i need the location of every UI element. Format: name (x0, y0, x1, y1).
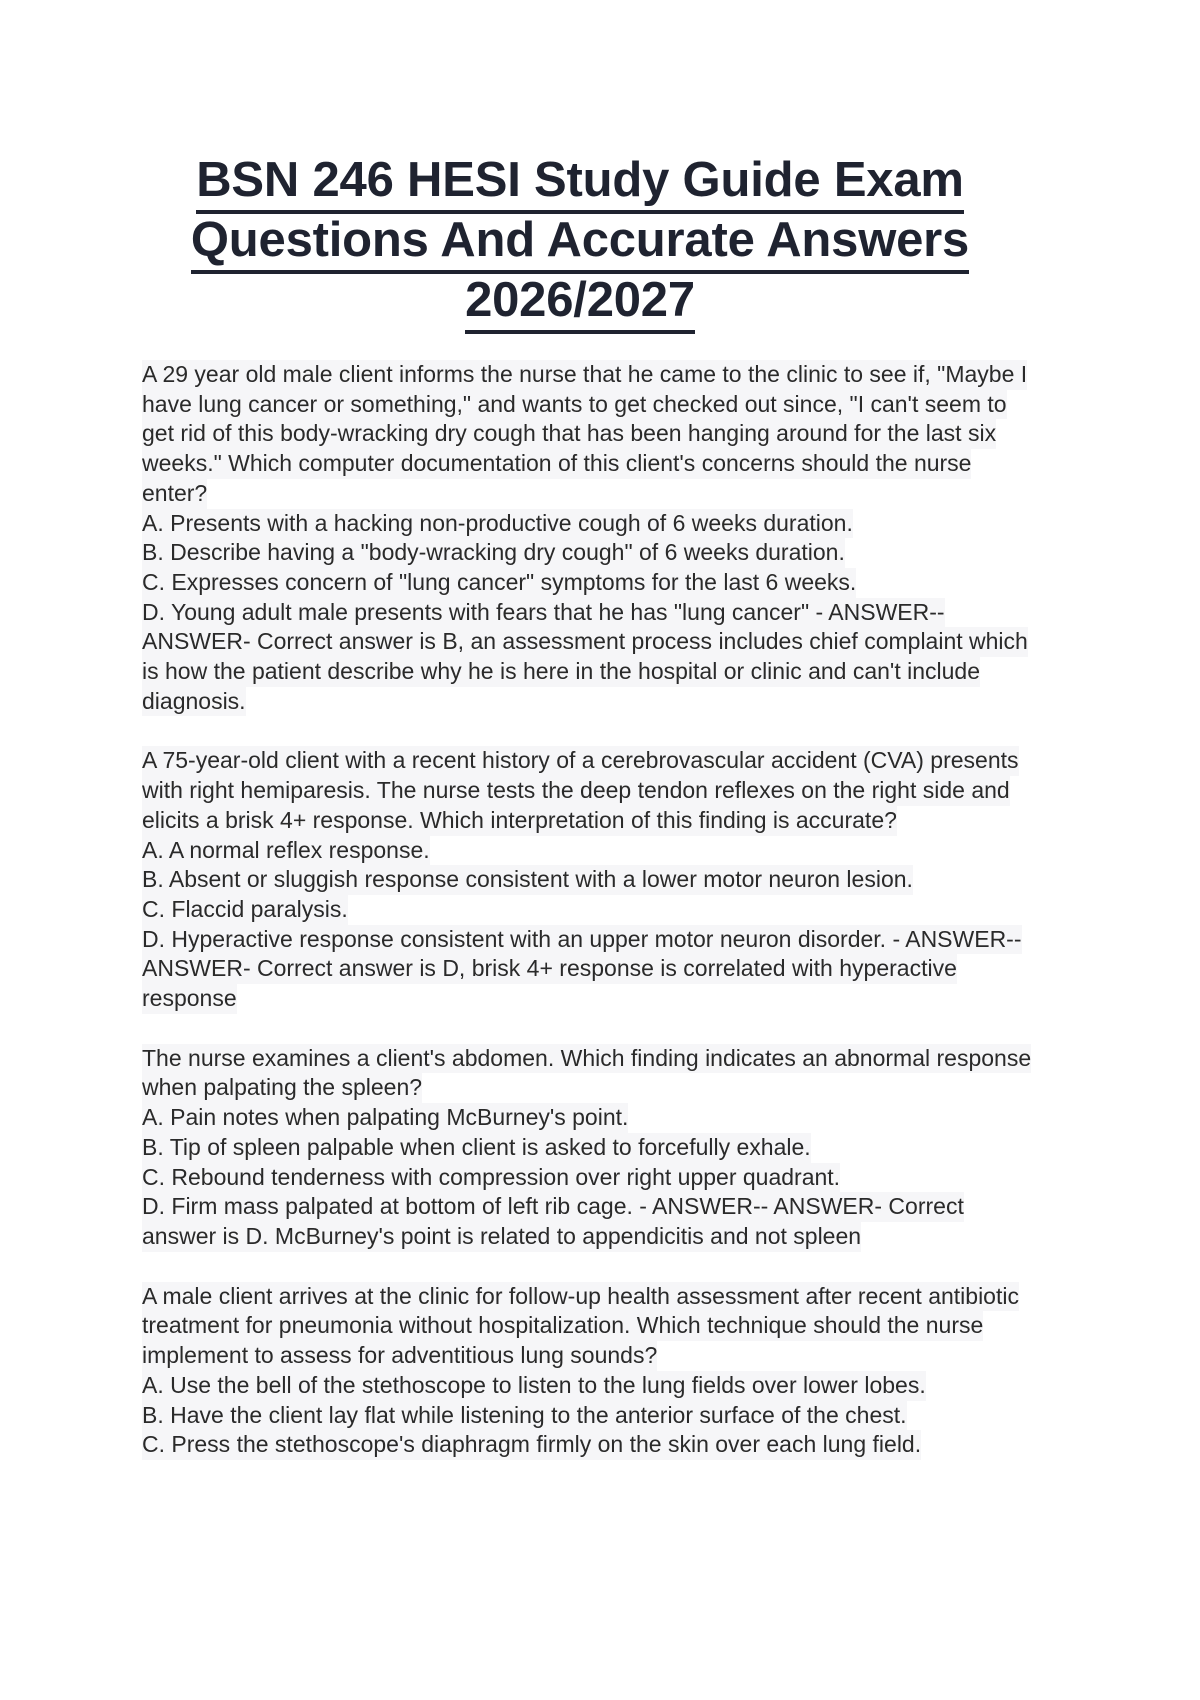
document-title (140, 150, 1020, 330)
option-a: A. Use the bell of the stethoscope to listen to the lung fields over lower lobes. (142, 1371, 926, 1401)
option-c: C. Press the stethoscope's diaphragm firmly on the skin over each lung field. (142, 1430, 921, 1460)
question-line: A male client arrives at the clinic for follow-up health assessment after recent antibiotic (142, 1282, 1019, 1312)
question-line: with right hemiparesis. The nurse tests the deep tendon reflexes on the right side and (142, 776, 1010, 806)
answer-line: is how the patient describe why he is here in the hospital or clinic and can't include (142, 657, 980, 687)
option-d: D. Firm mass palpated at bottom of left rib cage. - ANSWER-- ANSWER- Correct (142, 1192, 964, 1222)
option-c: C. Flaccid paralysis. (142, 895, 348, 925)
question-block-3 (142, 1044, 1062, 1252)
option-b: B. Absent or sluggish response consistent with a lower motor neuron lesion. (142, 865, 913, 895)
question-line: A 75-year-old client with a recent history of a cerebrovascular accident (CVA) presents (142, 746, 1019, 776)
answer-line: ANSWER- Correct answer is D, brisk 4+ response is correlated with hyperactive (142, 954, 957, 984)
question-line: weeks." Which computer documentation of this client's concerns should the nurse (142, 449, 971, 479)
option-b: B. Tip of spleen palpable when client is asked to forcefully exhale. (142, 1133, 811, 1163)
question-line: elicits a brisk 4+ response. Which interpretation of this finding is accurate? (142, 806, 897, 836)
question-line: A 29 year old male client informs the nurse that he came to the clinic to see if, "Maybe I (142, 360, 1027, 390)
option-a: A. Pain notes when palpating McBurney's point. (142, 1103, 628, 1133)
option-c: C. Rebound tenderness with compression over right upper quadrant. (142, 1163, 840, 1193)
answer-line: ANSWER- Correct answer is B, an assessment process includes chief complaint which (142, 627, 1028, 657)
answer-line: answer is D. McBurney's point is related to appendicitis and not spleen (142, 1222, 861, 1252)
option-d: D. Hyperactive response consistent with an upper motor neuron disorder. - ANSWER-- (142, 925, 1022, 955)
answer-line: diagnosis. (142, 687, 246, 717)
option-a: A. Presents with a hacking non-productive cough of 6 weeks duration. (142, 509, 853, 539)
question-line: treatment for pneumonia without hospitalization. Which technique should the nurse (142, 1311, 983, 1341)
question-block-4 (142, 1282, 1062, 1460)
question-line: The nurse examines a client's abdomen. Which finding indicates an abnormal response (142, 1044, 1031, 1074)
option-b: B. Describe having a "body-wracking dry cough" of 6 weeks duration. (142, 538, 845, 568)
answer-line: response (142, 984, 237, 1014)
title-line-3: 2026/2027 (465, 270, 695, 334)
question-line: enter? (142, 479, 207, 509)
title-line-1: BSN 246 HESI Study Guide Exam (196, 150, 964, 214)
question-line: have lung cancer or something," and wants to get checked out since, "I can't seem to (142, 390, 1007, 420)
question-line: implement to assess for adventitious lung sounds? (142, 1341, 657, 1371)
option-d: D. Young adult male presents with fears that he has "lung cancer" - ANSWER-- (142, 598, 945, 628)
option-c: C. Expresses concern of "lung cancer" symptoms for the last 6 weeks. (142, 568, 856, 598)
question-block-1 (142, 360, 1062, 716)
question-line: when palpating the spleen? (142, 1073, 422, 1103)
title-line-2: Questions And Accurate Answers (191, 210, 969, 274)
option-a: A. A normal reflex response. (142, 836, 430, 866)
option-b: B. Have the client lay flat while listening to the anterior surface of the chest. (142, 1401, 907, 1431)
question-block-2 (142, 746, 1062, 1013)
questions-list (142, 360, 1062, 1490)
question-line: get rid of this body-wracking dry cough that has been hanging around for the last six (142, 419, 996, 449)
